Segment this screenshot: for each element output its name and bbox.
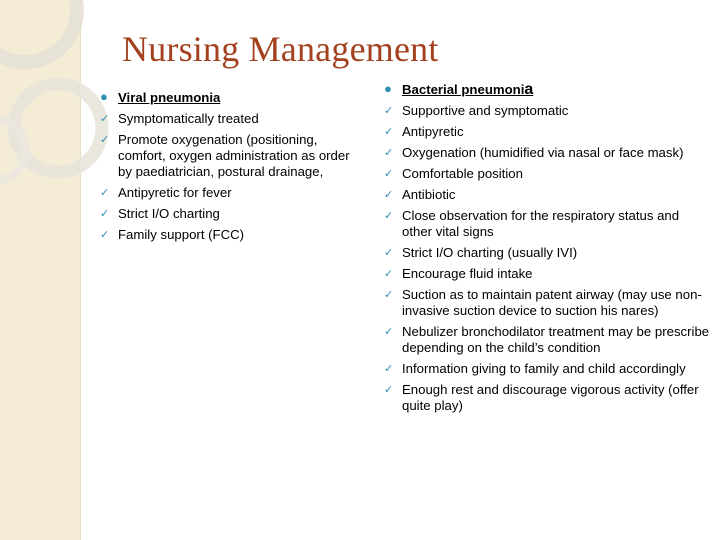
checkmark-icon: ✓ bbox=[100, 208, 110, 220]
list-item: ✓ Symptomatically treated bbox=[100, 111, 259, 126]
list-item: ✓ Oxygenation (humidified via nasal or face mask) bbox=[384, 145, 684, 160]
checkmark-icon: ✓ bbox=[384, 363, 394, 375]
list-item: ✓ Suction as to maintain patent airway (may use non-invasive suction device to suction his nares) bbox=[384, 287, 702, 318]
list-item: ✓ Comfortable position bbox=[384, 166, 523, 181]
checkmark-icon: ✓ bbox=[384, 189, 394, 201]
checkmark-icon: ✓ bbox=[100, 113, 110, 125]
checkmark-icon: ✓ bbox=[384, 384, 394, 396]
checkmark-icon: ✓ bbox=[384, 126, 394, 138]
list-item: ✓ Encourage fluid intake bbox=[384, 266, 533, 281]
list-item: ✓ Nebulizer bronchodilator treatment may be prescribe depending on the child’s condition bbox=[384, 324, 710, 355]
dot-bullet-icon: ● bbox=[384, 81, 392, 96]
viral-pneumonia-list bbox=[100, 90, 350, 248]
bacterial-pneumonia-list bbox=[384, 82, 710, 419]
checkmark-icon: ✓ bbox=[384, 289, 394, 301]
list-item: ✓ Enough rest and discourage vigorous activity (offer quite play) bbox=[384, 382, 699, 413]
checkmark-icon: ✓ bbox=[100, 134, 110, 146]
checkmark-icon: ✓ bbox=[384, 326, 394, 338]
list-item: ✓ Strict I/O charting bbox=[100, 206, 220, 221]
checkmark-icon: ✓ bbox=[100, 187, 110, 199]
list-item: ✓ Supportive and symptomatic bbox=[384, 103, 569, 118]
checkmark-icon: ✓ bbox=[384, 268, 394, 280]
page-title: Nursing Management bbox=[122, 29, 439, 69]
list-item: ✓ Family support (FCC) bbox=[100, 227, 245, 242]
checkmark-icon: ✓ bbox=[100, 229, 110, 241]
bacterial-pneumonia-heading: ● Bacterial pneumonia bbox=[384, 81, 534, 98]
checkmark-icon: ✓ bbox=[384, 147, 394, 159]
checkmark-icon: ✓ bbox=[384, 105, 394, 117]
list-item: ✓ Strict I/O charting (usually IVI) bbox=[384, 245, 578, 260]
list-item: ✓ Antibiotic bbox=[384, 187, 456, 202]
list-item: ✓ Close observation for the respiratory status and other vital signs bbox=[384, 208, 680, 239]
list-item: ✓ Antipyretic bbox=[384, 124, 464, 139]
viral-pneumonia-heading: ● Viral pneumonia bbox=[100, 89, 221, 105]
checkmark-icon: ✓ bbox=[384, 247, 394, 259]
list-item: ✓ Antipyretic for fever bbox=[100, 185, 232, 200]
list-item: ✓ Promote oxygenation (positioning, comfort, oxygen administration as order by paediatrician, postural drainage, bbox=[100, 132, 350, 179]
list-item: ✓ Information giving to family and child accordingly bbox=[384, 361, 686, 376]
checkmark-icon: ✓ bbox=[384, 210, 394, 222]
checkmark-icon: ✓ bbox=[384, 168, 394, 180]
dot-bullet-icon: ● bbox=[100, 89, 108, 104]
